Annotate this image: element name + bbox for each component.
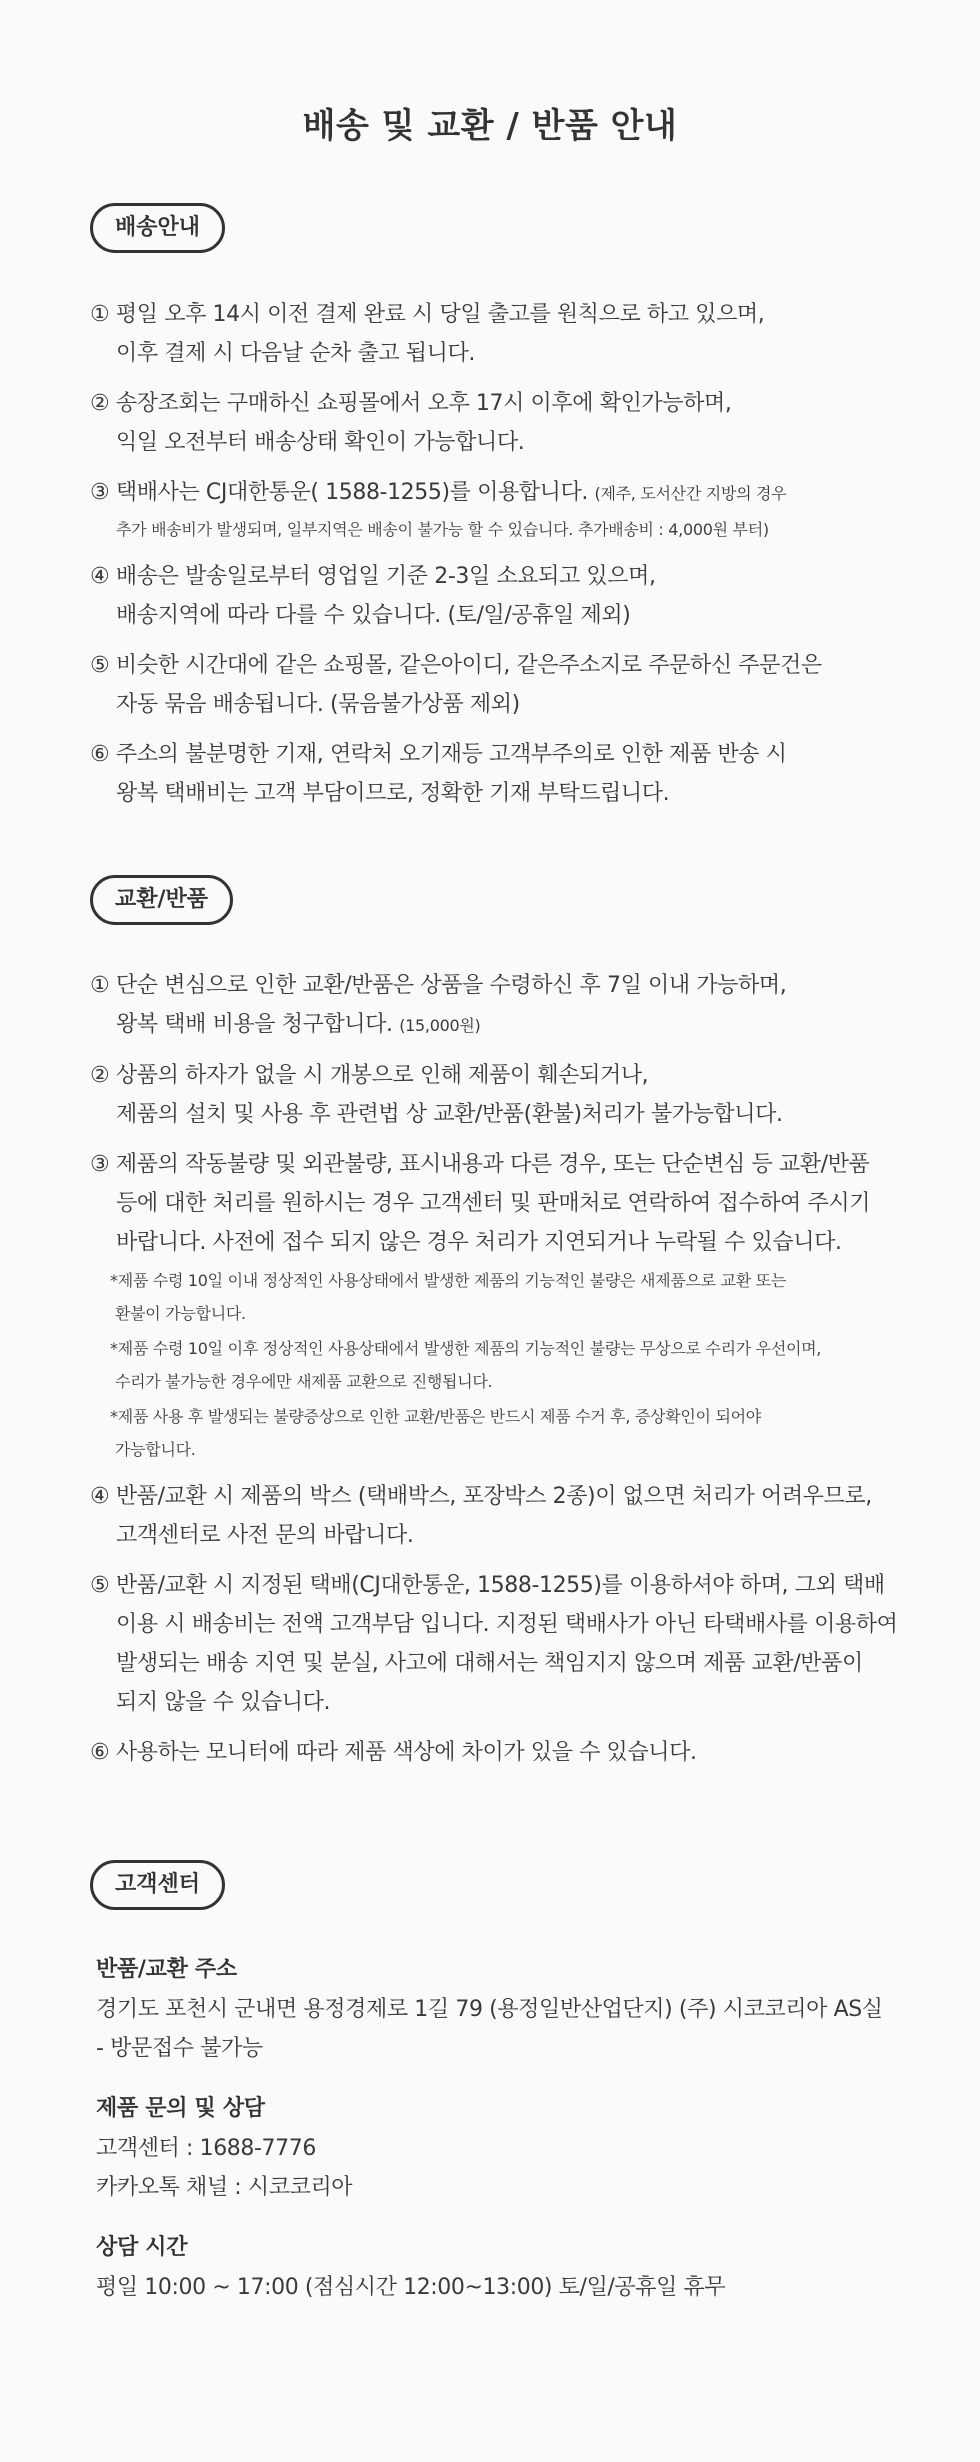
item-text: 등에 대한 처리를 원하시는 경우 고객센터 및 판매처로 연락하여 접수하여 주시기	[116, 1191, 871, 1216]
item-text: ④ 반품/교환 시 제품의 박스 (택배박스, 포장박스 2종)이 없으면 처리가 어려우므로,	[90, 1484, 872, 1509]
exchange-item-5	[90, 1566, 900, 1722]
note	[90, 1264, 900, 1330]
note-text: *제품 수령 10일 이내 정상적인 사용상태에서 발생한 제품의 기능적인 불량은 새제품으로 교환 또는	[110, 1271, 786, 1290]
note-text: 수리가 불가능한 경우에만 새제품 교환으로 진행됩니다.	[115, 1372, 493, 1391]
exchange-item-3	[90, 1145, 900, 1466]
item-text: 이후 결제 시 다음날 순차 출고 됩니다.	[116, 341, 475, 366]
note	[90, 1332, 900, 1398]
notes	[90, 1264, 900, 1466]
item-text	[90, 1005, 900, 1045]
item-text-main: 왕복 택배 비용을 청구합니다.	[116, 1012, 393, 1037]
section-label-exchange: 교환/반품	[90, 875, 233, 925]
shipping-item-3	[90, 473, 900, 546]
item-text: 이용 시 배송비는 전액 고객부담 입니다. 지정된 택배사가 아닌 타택배사를 이용하여	[116, 1612, 898, 1637]
note-text: *제품 사용 후 발생되는 불량증상으로 인한 교환/반품은 반드시 제품 수거 후, 증상확인이 되어야	[110, 1407, 761, 1426]
inquiry-heading: 제품 문의 및 상담	[96, 2096, 265, 2121]
item-text-note: 추가 배송비가 발생되며, 일부지역은 배송이 불가능 할 수 있습니다. 추가배송비 : 4,000원 부터)	[116, 520, 769, 539]
hours-block	[96, 2228, 896, 2307]
shipping-item-4	[90, 557, 900, 635]
item-text: 되지 않을 수 있습니다.	[116, 1690, 331, 1715]
section-label-customer-center: 고객센터	[90, 1860, 225, 1910]
shipping-item-6	[90, 735, 900, 813]
note-text: 가능합니다.	[115, 1440, 196, 1459]
item-text: ① 평일 오후 14시 이전 결제 완료 시 당일 출고를 원칙으로 하고 있으며,	[90, 302, 765, 327]
shipping-item-5	[90, 646, 900, 724]
shipping-item-1	[90, 295, 900, 373]
address-text: - 방문접수 불가능	[96, 2036, 263, 2061]
item-text: 고객센터로 사전 문의 바랍니다.	[116, 1523, 414, 1548]
exchange-item-4	[90, 1477, 900, 1555]
item-text: 자동 묶음 배송됩니다. (묶음불가상품 제외)	[116, 692, 520, 717]
item-text: ⑥ 주소의 불분명한 기재, 연락처 오기재등 고객부주의로 인한 제품 반송 시	[90, 742, 787, 767]
hours-text: 평일 10:00 ~ 17:00 (점심시간 12:00~13:00) 토/일/공휴일 휴무	[96, 2275, 726, 2300]
item-text: 배송지역에 따라 다를 수 있습니다. (토/일/공휴일 제외)	[116, 603, 631, 628]
phone-text: 고객센터 : 1688-7776	[96, 2136, 316, 2161]
item-text	[90, 473, 900, 513]
note	[90, 1400, 900, 1466]
item-text: ⑤ 비슷한 시간대에 같은 쇼핑몰, 같은아이디, 같은주소지로 주문하신 주문건은	[90, 653, 822, 678]
note-text: *제품 수령 10일 이후 정상적인 사용상태에서 발생한 제품의 기능적인 불량는 무상으로 수리가 우선이며,	[110, 1339, 822, 1358]
section-label-shipping: 배송안내	[90, 203, 225, 253]
item-text: 제품의 설치 및 사용 후 관련법 상 교환/반품(환불)처리가 불가능합니다.	[116, 1102, 783, 1127]
item-text: ⑤ 반품/교환 시 지정된 택배(CJ대한통운, 1588-1255)를 이용하셔야 하며, 그외 택배	[90, 1573, 885, 1598]
item-text: ② 상품의 하자가 없을 시 개봉으로 인해 제품이 훼손되거나,	[90, 1063, 649, 1088]
item-text: ⑥ 사용하는 모니터에 따라 제품 색상에 차이가 있을 수 있습니다.	[90, 1740, 697, 1765]
inquiry-block	[96, 2089, 896, 2207]
hours-heading: 상담 시간	[96, 2235, 188, 2260]
exchange-item-1	[90, 966, 900, 1045]
note-text: 환불이 가능합니다.	[115, 1304, 246, 1323]
item-text: ① 단순 변심으로 인한 교환/반품은 상품을 수령하신 후 7일 이내 가능하며,	[90, 973, 787, 998]
item-text: ③ 제품의 작동불량 및 외관불량, 표시내용과 다른 경우, 또는 단순변심 등 교환/반품	[90, 1152, 870, 1177]
address-heading: 반품/교환 주소	[96, 1957, 237, 1982]
kakao-channel-text: 카카오톡 채널 : 시코코리아	[96, 2175, 353, 2200]
exchange-item-2	[90, 1056, 900, 1134]
item-text: ② 송장조회는 구매하신 쇼핑몰에서 오후 17시 이후에 확인가능하며,	[90, 391, 732, 416]
address-block	[96, 1950, 896, 2068]
item-text: 바랍니다. 사전에 접수 되지 않은 경우 처리가 지연되거나 누락될 수 있습니다.	[116, 1230, 842, 1255]
item-text-main: ③ 택배사는 CJ대한통운( 1588-1255)를 이용합니다.	[90, 480, 588, 505]
exchange-item-6	[90, 1733, 900, 1772]
item-text: 왕복 택배비는 고객 부담이므로, 정확한 기재 부탁드립니다.	[116, 781, 670, 806]
exchange-list	[90, 966, 900, 1783]
address-text: 경기도 포천시 군내면 용정경제로 1길 79 (용정일반산업단지) (주) 시코코리아 AS실	[96, 1997, 883, 2022]
item-text-note: (15,000원)	[399, 1016, 481, 1035]
shipping-list	[90, 295, 900, 824]
item-text: 익일 오전부터 배송상태 확인이 가능합니다.	[116, 430, 525, 455]
customer-center-info	[96, 1950, 896, 2328]
item-text: ④ 배송은 발송일로부터 영업일 기준 2-3일 소요되고 있으며,	[90, 564, 656, 589]
page-title: 배송 및 교환 / 반품 안내	[302, 106, 678, 146]
shipping-item-2	[90, 384, 900, 462]
item-text-note: (제주, 도서산간 지방의 경우	[594, 484, 787, 503]
item-text: 발생되는 배송 지연 및 분실, 사고에 대해서는 책임지지 않으며 제품 교환/반품이	[116, 1651, 863, 1676]
